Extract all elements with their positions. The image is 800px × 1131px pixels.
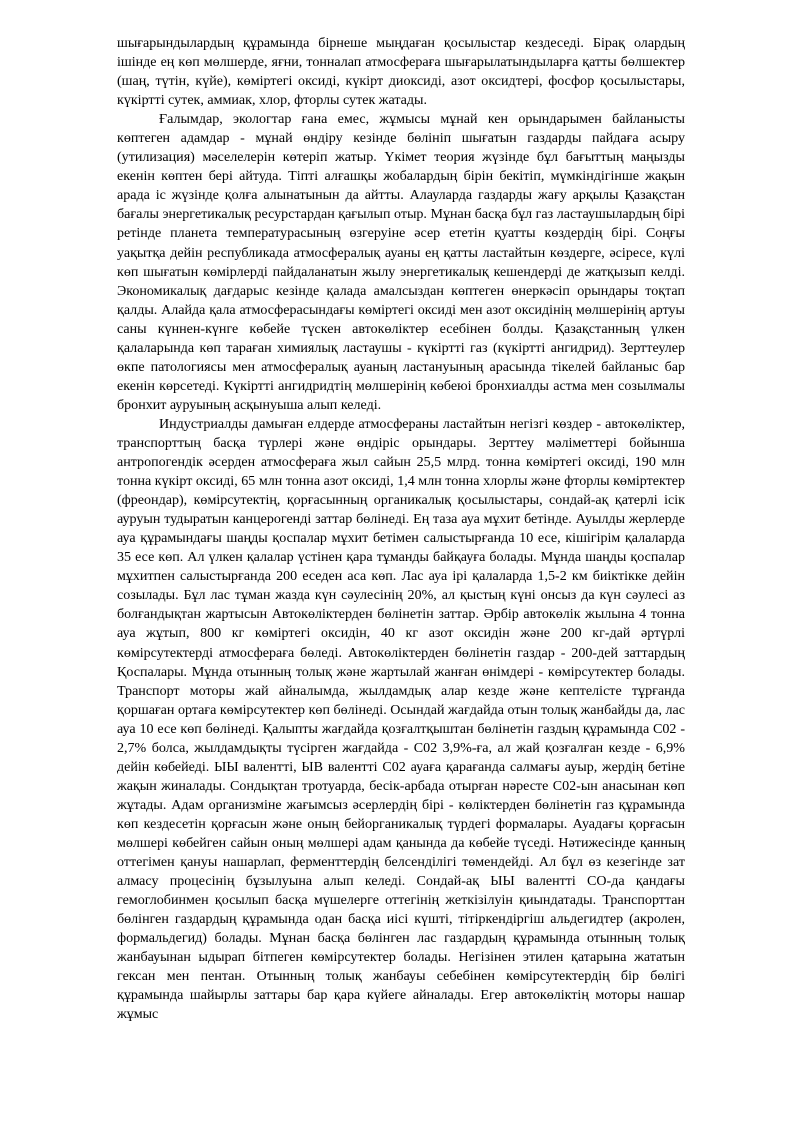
paragraph-gas-utilization: Ғалымдар, экологтар ғана емес, жұмысы мұнай кен орындарымен байланысты көптеген адамдар - мұнай өндіру кезінде бөлініп шығатын газдарды пайдаға асыру (утилизация) мәселелерін көтеріп жатыр. Үкімет теория жүзінде бұл бағыттың маңызды екенін көптен бері айтуда. Тіпті алғашқы жобалардың бірін бекітіп, мүмкіндігінше жақын арада іс жүзінде қолға алынатынын да айтты. Алауларда газдарды жағу арқылы Қазақстан бағалы энергетикалық ресурстардан қағылып отыр. Мұнан басқа бұл газ ластаушылардың бірі ретінде планета температурасының өзгеруіне әсер ететін қуатты көздердің бірі. Соңғы уақытқа дейін республикада атмосфералық ауаны ең қатты ластайтын көздерге, әсіресе, күлі көп шығатын көмірлерді пайдаланатын жылу энергетикалық кешендерді де жатқызып келді. Экономикалық дағдарыс кезінде қалада амалсыздан көптеген өнеркәсіп орындары тоқтап қалды. Алайда қала атмосферасындағы көміртегі оксиді мен азот оксидінің мөлшерінің артуы саны күннен-күнге көбейе түскен автокөліктер есебінен болды. Қазақстанның үлкен қалаларында көп тараған химиялық ластаушы - күкіртті газ (күкіртті ангидрид). Зерттеулер өкпе патологиясы мен атмосфералық ауаның ластануының арасында тікелей байланыс бар екенін көрсетеді. Күкіртті ангидридтің мөлшерінің көбеюі бронхиалды астма мен созылмалы бронхит ауруының асқынуыша алып келеді. (117, 111, 685, 413)
paragraph-intro-continuation: шығарындылардың құрамында бірнеше мыңдаған қосылыстар кездеседі. Бірақ олардың ішінде ең көп мөлшерде, яғни, тонналап атмосфераға шығарылатындыларға қатты бөлшектер (шаң, түтін, күйе), көміртегі оксиді, күкірт диоксиді, азот оксидтері, фосфор қосылыстары, күкіртті сутек, аммиак, хлор, фторлы сутек жатады. (117, 35, 685, 109)
document-page (117, 34, 685, 1024)
paragraph-vehicle-emissions: Индустриалды дамыған елдерде атмосфераны ластайтын негізгі көздер - автокөліктер, транспорттың басқа түрлері және өндіріс орындары. Зерттеу мәліметтері бойынша антропогендік әсерден атмосфераға жыл сайын 25,5 млрд. тонна көміртегі оксиді, 190 млн тонна күкірт оксиді, 65 млн тонна азот оксиді, 1,4 млн тонна хлорлы және фторлы көміртектер (фреондар), көмірсутектің, қорғасынның органикалық қосылыстары, сондай-ақ қатерлі ісік ауруын тудыратын канцерогенді заттар бөлінеді. Ең таза ауа мұхит бетінде. Ауылды жерлерде ауа құрамындағы шаңды қоспалар мұхит бетімен салыстырғанда 10 есе, кішігірім қалаларда 35 есе көп. Ал үлкен қалалар үстінен қара тұманды байқауға болады. Мұнда шаңды қоспалар мұхитпен салыстырғанда 200 еседен аса көп. Лас ауа ірі қалаларда 1,5-2 км биіктікке дейін созылады. Бұл лас тұман жазда күн сәулесінің 20%, ал қыстың күні онсыз да күн сәулесі аз болғандықтан жартысын Автокөліктерден бөлінетін заттар. Әрбір автокөлік жылына 4 тонна ауа жұтып, 800 кг көміртегі оксидін, 40 кг азот оксидін және 200 кг-дай әртүрлі көмірсутектерді атмосфераға бөледі. Автокөліктерден бөлінетін газдар - 200-дей заттардың Қоспалары. Мұнда отынның толық және жартылай жанған өнімдері - көмірсутектер болады. Транспорт моторы жай айналымда, жылдамдық алар кезде және кептелісте тұрғанда қоршаған ортаға көмірсутектер көп бөлінеді. Осындай жағдайда отын толық жанбайды да, лас ауа 10 есе көп бөлінеді. Қалыпты жағдайда қозғалтқыштан бөлінетін газдың құрамында С02 - 2,7% болса, жылдамдықты түсірген жағдайда - С02 3,9%-ға, ал жай қозғалған кезде - 6,9% дейін көбейеді. ЫЫ валентті, ЫВ валентті С02 ауаға қарағанда салмағы ауыр, жердің бетіне жақын жиналады. Сондықтан тротуарда, бесік-арбада отырған нәресте С02-ын анасынан көп жұтады. Адам организміне жағымсыз әсерлердің бірі - көліктерден бөлінетін газ құрамында көп кездесетін қорғасын және оның бейорганикалық түрдегі формалары. Ауадағы қорғасын мөлшері көбейген сайын оның мөлшері адам қанында да көбейе түседі. Нәтижесінде қанның оттегімен қануы нашарлап, ферменттердің белсенділігі төмендейді. Ал бұл өз кезегінде зат алмасу процесінің бұзылуына алып келеді. Сондай-ақ ЫЫ валентті СО-да қандағы гемоглобинмен қосылып басқа мүшелерге оттегінің жеткізілуін қиындатады. Транспорттан бөлінген газдардың құрамында одан басқа иісі күшті, тітіркендіргіш альдегидтер (акролен, формальдегид) болады. Мұнан басқа бөлінген лас газдардың құрамында отынның толық жанбауынан ыдырап бітпеген көмірсутектер болады. Негізінен этилен қатарына жататын гексан мен пентан. Отынның толық жанбауы себебінен көмірсутектердің бір бөлігі құрамында шайырлы заттары бар қара күйеге айналады. Егер автокөліктің моторы нашар жұмыс (117, 415, 685, 1023)
